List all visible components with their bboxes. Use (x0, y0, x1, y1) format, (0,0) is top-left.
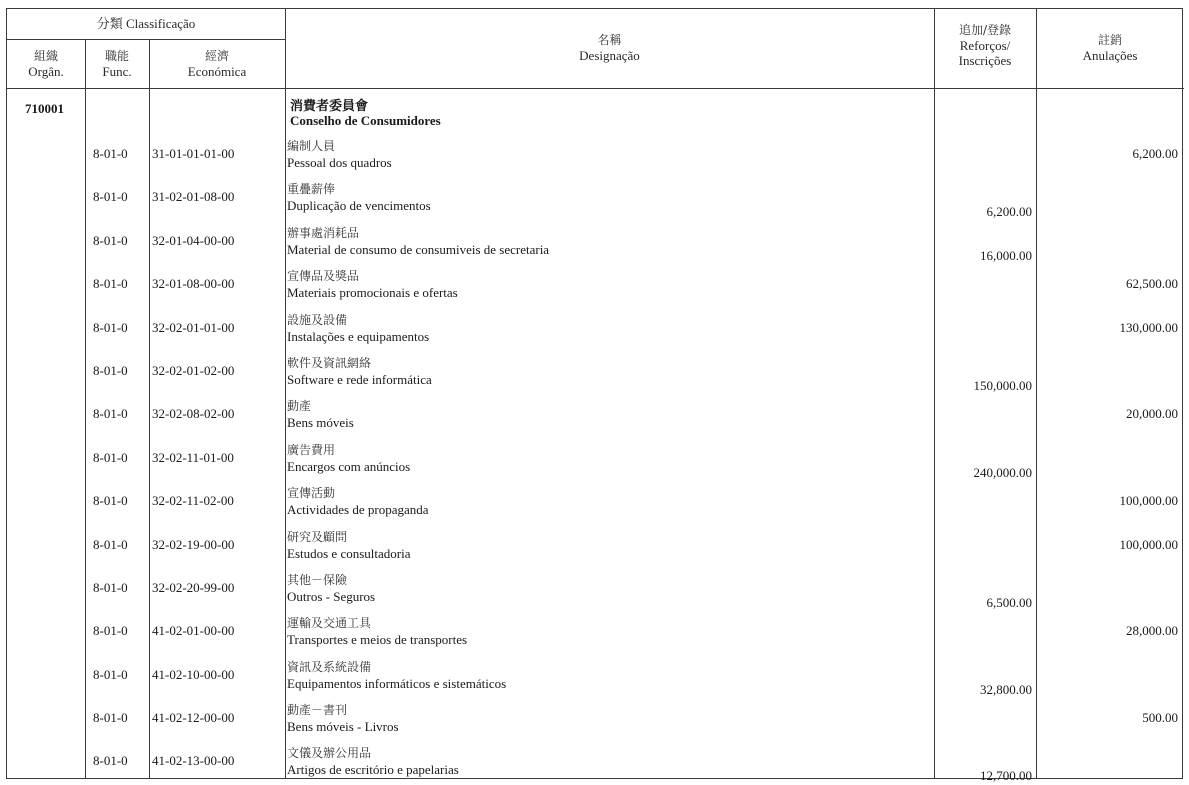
designation-zh: 動產－書刊 (287, 703, 348, 718)
functional-code: 8-01-0 (93, 189, 128, 205)
functional-code: 8-01-0 (93, 276, 128, 292)
functional-code: 8-01-0 (93, 536, 128, 552)
functional-code: 8-01-0 (93, 319, 128, 335)
header-reforcos-zh: 追加/登錄 (958, 23, 1012, 37)
economic-code: 32-02-19-00-00 (152, 536, 235, 552)
table-row (7, 480, 1184, 523)
designation-pt: Actividades de propaganda (287, 502, 429, 518)
header-func (85, 49, 149, 79)
table-row (7, 393, 1184, 436)
header-reforcos-pt1: Reforços/ (959, 38, 1011, 53)
table-row (7, 307, 1184, 350)
table-row (7, 350, 1184, 393)
budget-table (6, 8, 1183, 784)
table-row (7, 263, 1184, 306)
reforco-amount: 150,000.00 (973, 377, 1032, 393)
header-classificacao: 分類 Classificação (96, 16, 196, 31)
entity-name-zh: 消費者委員會 (290, 99, 369, 114)
header-func-zh: 職能 (104, 49, 129, 63)
functional-code: 8-01-0 (93, 449, 128, 465)
reforco-amount: 240,000.00 (973, 464, 1032, 480)
functional-code: 8-01-0 (93, 146, 128, 161)
economic-code: 32-02-08-02-00 (152, 406, 235, 422)
table-row (7, 610, 1184, 653)
header-reforcos (934, 23, 1036, 68)
table-row (7, 740, 1184, 783)
functional-code: 8-01-0 (93, 493, 128, 509)
header-econ-zh: 經濟 (204, 49, 229, 63)
reforco-amount: 16,000.00 (980, 247, 1032, 263)
table-row (7, 133, 1184, 176)
economic-code: 32-02-01-02-00 (152, 362, 235, 378)
designation-pt: Estudos e consultadoria (287, 545, 411, 561)
anulacao-amount: 6,200.00 (1132, 146, 1178, 161)
anulacao-amount: 62,500.00 (1126, 276, 1178, 292)
economic-code: 32-02-11-01-00 (152, 449, 234, 465)
designation-zh: 其他－保險 (287, 572, 348, 587)
economic-code: 31-02-01-08-00 (152, 189, 235, 205)
designation-pt: Transportes e meios de transportes (287, 632, 468, 648)
designation-zh: 重疊薪俸 (287, 182, 336, 197)
functional-code: 8-01-0 (93, 710, 128, 726)
table-row (7, 524, 1184, 567)
designation-pt: Encargos com anúncios (287, 458, 411, 474)
organ-code: 710001 (25, 101, 64, 116)
anulacao-amount: 500.00 (1142, 710, 1178, 726)
designation-zh: 設施及設備 (287, 312, 348, 327)
table-row (7, 220, 1184, 263)
header-anulacoes-zh: 註銷 (1097, 33, 1122, 47)
economic-code: 41-02-01-00-00 (152, 623, 235, 639)
designation-zh: 研究及顧問 (287, 529, 348, 544)
designation-pt: Duplicação de vencimentos (287, 198, 431, 214)
functional-code: 8-01-0 (93, 623, 128, 639)
header-econ (149, 49, 285, 79)
header-anulacoes (1036, 33, 1184, 63)
reforco-amount: 6,500.00 (986, 594, 1032, 610)
economic-code: 32-01-04-00-00 (152, 232, 235, 248)
header-designacao (285, 33, 934, 63)
header-reforcos-pt2: Inscrições (958, 53, 1012, 68)
designation-zh: 廣告費用 (287, 442, 336, 457)
anulacao-amount: 130,000.00 (1119, 319, 1178, 335)
designation-zh: 編制人員 (287, 139, 336, 153)
header-anulacoes-pt: Anulações (1082, 48, 1138, 63)
economic-code: 41-02-12-00-00 (152, 710, 235, 726)
anulacao-amount: 100,000.00 (1119, 536, 1178, 552)
economic-code: 31-01-01-01-00 (152, 146, 235, 161)
designation-pt: Bens móveis - Livros (287, 719, 399, 735)
designation-pt: Instalações e equipamentos (287, 328, 430, 344)
anulacao-amount: 100,000.00 (1119, 493, 1178, 509)
row-divider (7, 39, 285, 40)
economic-code: 32-02-20-99-00 (152, 579, 235, 595)
designation-pt: Material de consumo de consumiveis de secretaria (287, 241, 550, 257)
designation-pt: Outros - Seguros (287, 588, 376, 604)
functional-code: 8-01-0 (93, 232, 128, 248)
economic-code: 32-01-08-00-00 (152, 276, 235, 292)
header-organ-zh: 組織 (33, 49, 58, 63)
economic-code: 32-02-01-01-00 (152, 319, 235, 335)
economic-code: 41-02-10-00-00 (152, 666, 235, 682)
designation-zh: 宣傳品及獎品 (287, 269, 360, 284)
reforco-amount: 12,700.00 (980, 768, 1032, 784)
header-designacao-zh: 名稱 (597, 33, 622, 47)
designation-zh: 辦事處消耗品 (287, 225, 360, 240)
table-row (7, 176, 1184, 219)
reforco-amount: 32,800.00 (980, 681, 1032, 697)
designation-pt: Materiais promocionais e ofertas (287, 285, 458, 301)
economic-code: 41-02-13-00-00 (152, 753, 235, 769)
entity-name-pt: Conselho de Consumidores (290, 113, 441, 128)
functional-code: 8-01-0 (93, 753, 128, 769)
designation-zh: 軟件及資訊網絡 (287, 355, 372, 370)
designation-pt: Artigos de escritório e papelarias (287, 762, 459, 778)
functional-code: 8-01-0 (93, 666, 128, 682)
reforco-amount: 6,200.00 (986, 204, 1032, 220)
table-row (7, 437, 1184, 480)
designation-pt: Bens móveis (287, 415, 354, 431)
header-econ-pt: Económica (187, 64, 247, 79)
economic-code: 32-02-11-02-00 (152, 493, 234, 509)
designation-zh: 運輸及交通工具 (287, 616, 372, 631)
table-row (7, 567, 1184, 610)
header-func-pt: Func. (102, 64, 132, 79)
anulacao-amount: 20,000.00 (1126, 406, 1178, 422)
anulacao-amount: 28,000.00 (1126, 623, 1178, 639)
table-body (7, 133, 1184, 784)
designation-pt: Pessoal dos quadros (287, 155, 392, 170)
functional-code: 8-01-0 (93, 362, 128, 378)
table-row (7, 654, 1184, 697)
functional-code: 8-01-0 (93, 579, 128, 595)
designation-zh: 資訊及系統設備 (287, 659, 372, 674)
designation-zh: 動產 (287, 399, 312, 414)
row-divider (7, 88, 1184, 89)
header-designacao-pt: Designação (579, 48, 640, 63)
designation-pt: Equipamentos informáticos e sistemáticos (287, 675, 507, 691)
header-organ (7, 49, 85, 79)
designation-zh: 文儀及辦公用品 (287, 746, 372, 761)
functional-code: 8-01-0 (93, 406, 128, 422)
table-row (7, 697, 1184, 740)
designation-pt: Software e rede informática (287, 371, 432, 387)
header-organ-pt: Orgân. (28, 64, 64, 79)
designation-zh: 宣傳活動 (287, 486, 336, 501)
